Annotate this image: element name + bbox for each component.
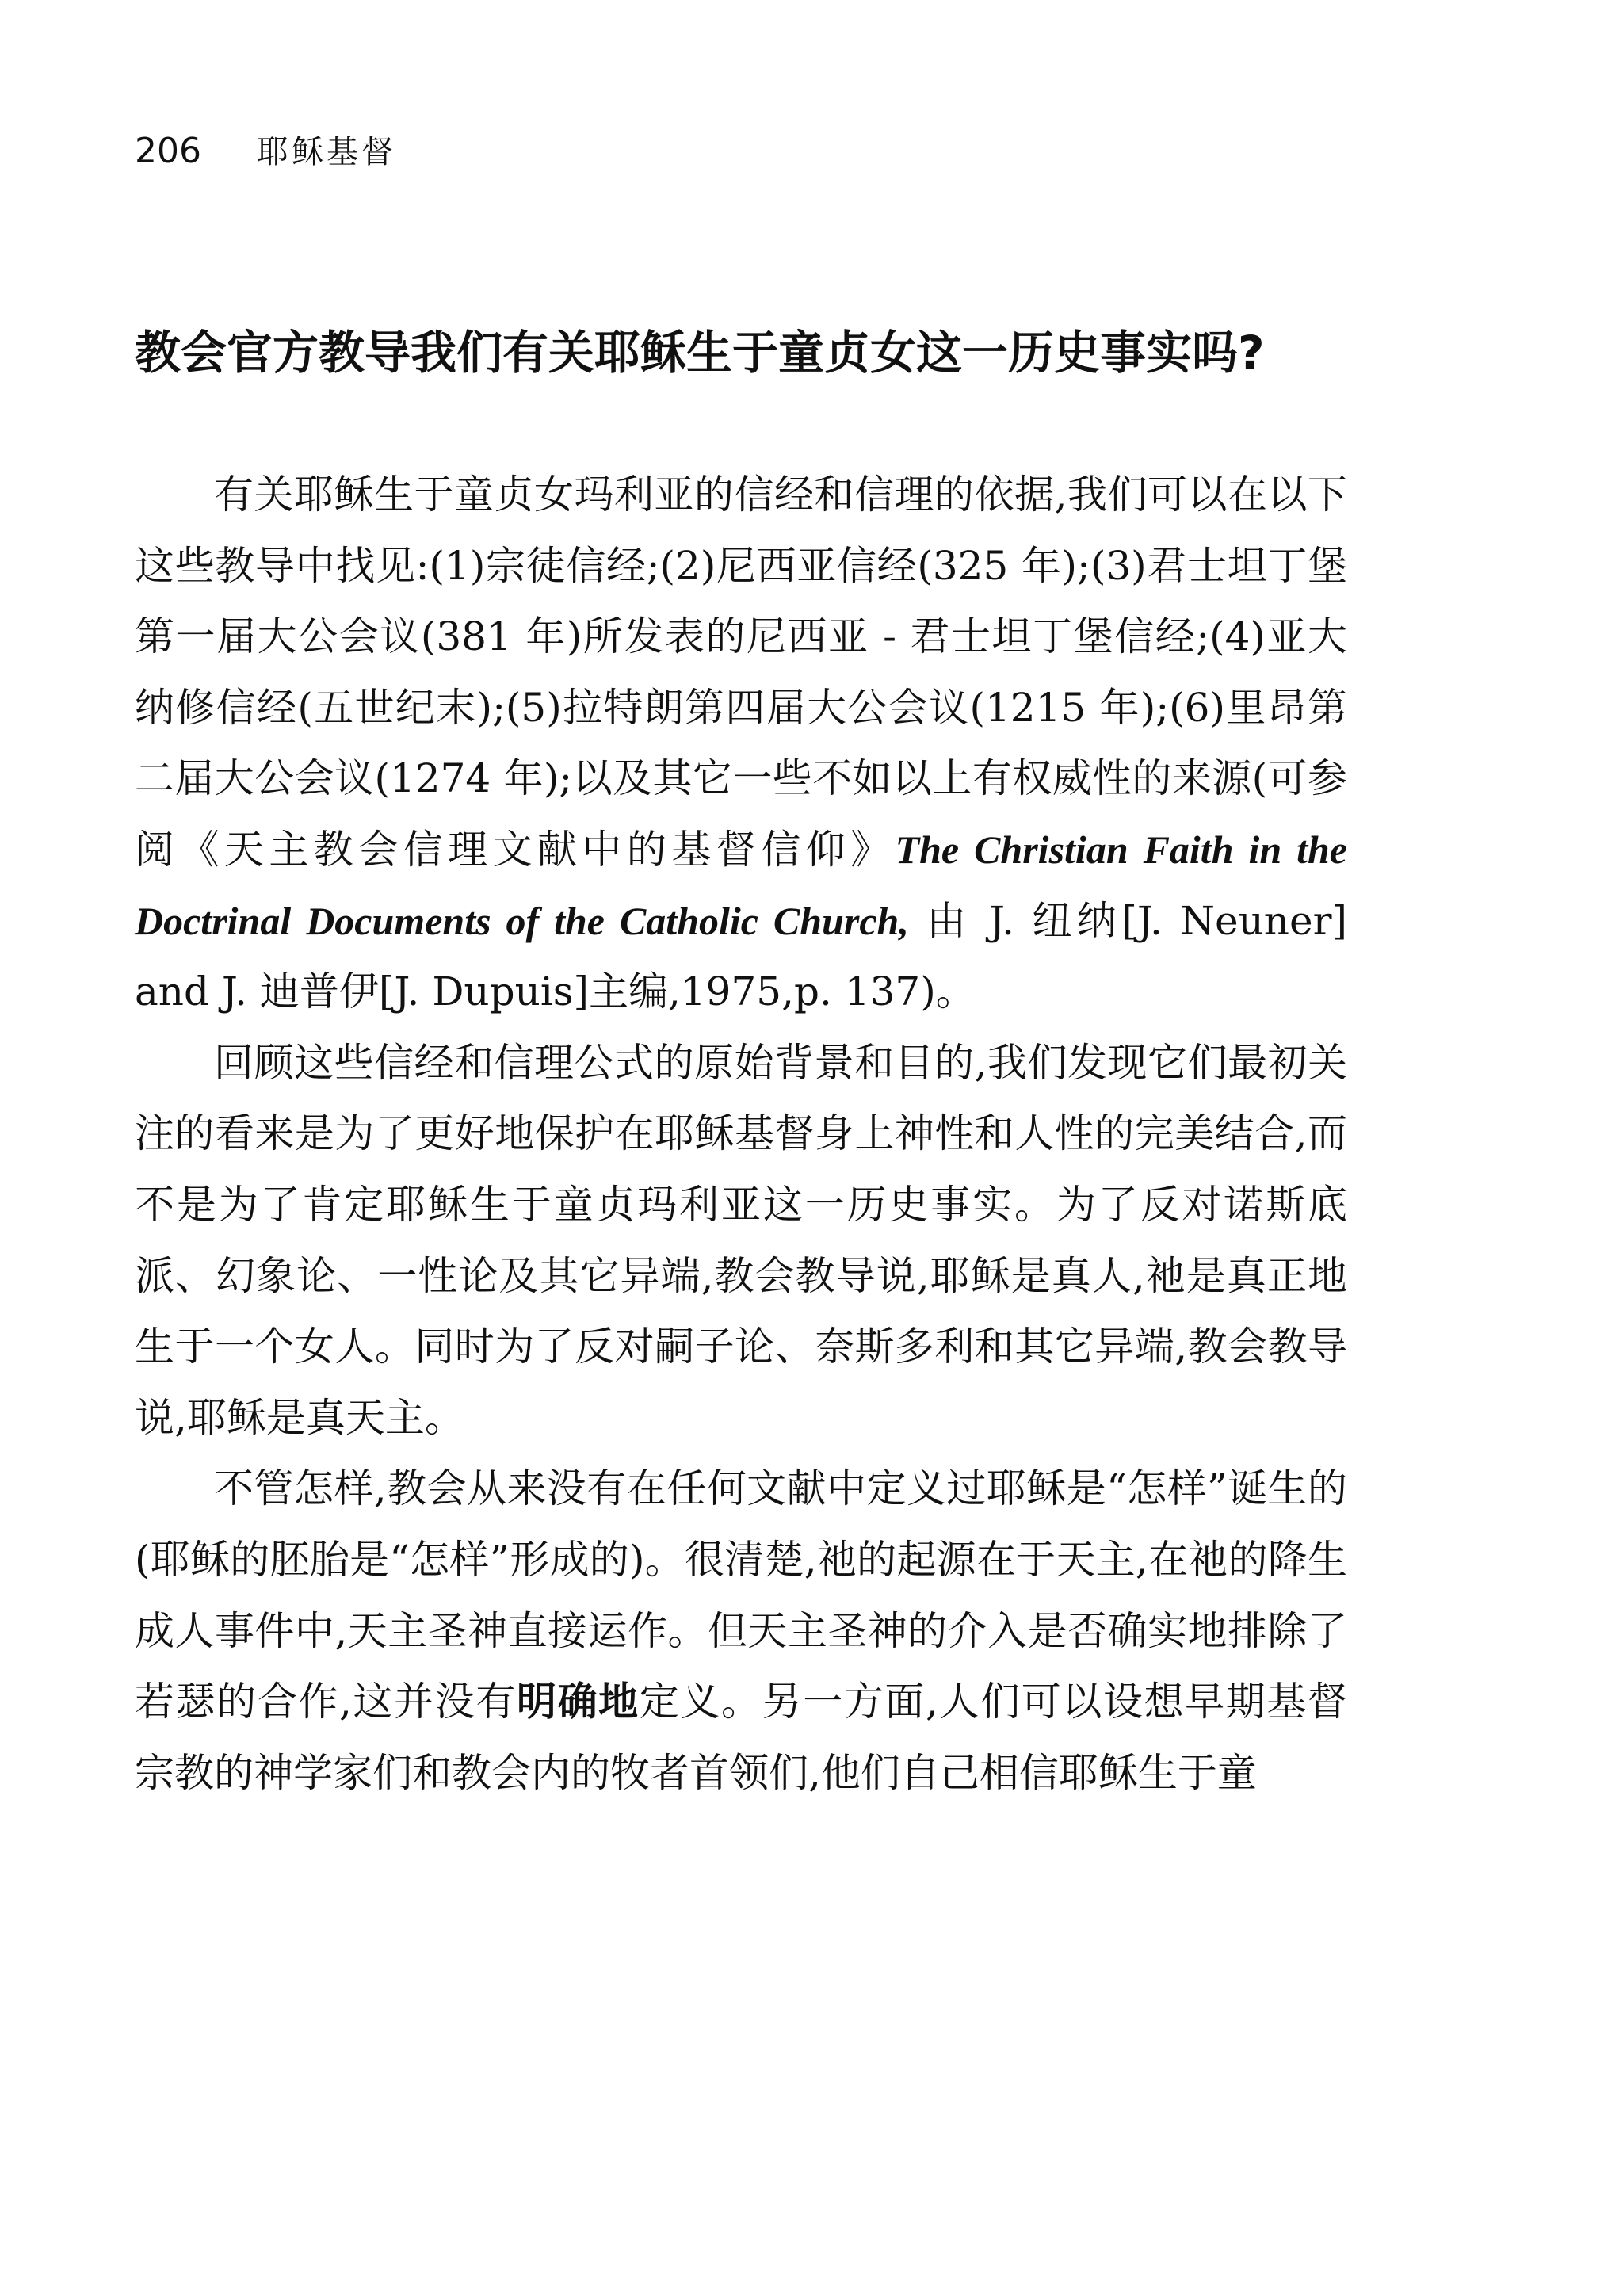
paragraph-creeds [135,460,1347,1028]
paragraph-text: 不管怎样,教会从来没有在任何文献中定义过耶稣是“怎样”诞生的(耶稣的胚胎是“怎样”形成的)。很清楚,祂的起源在于天主,在祂的降生成人事件中,天主圣神直接运作。但天主圣神的介入是否确实地排除了若瑟的合作,这并没有 [135,1465,1347,1725]
running-title: 耶稣基督 [256,134,396,170]
english-book-title: The Christian Faith in the Doctrinal Documents of the Catholic Church, [135,827,1347,943]
running-head [135,127,396,182]
paragraph-text: 有关耶稣生于童贞女玛利亚的信经和信理的依据,我们可以在以下这些教导中找见:(1)宗徒信经;(2)尼西亚信经(325 年);(3)君士坦丁堡第一届大公会议(381 年)所发表的尼西亚 - 君士坦丁堡信经;(4)亚大纳修信经(五世纪末);(5)拉特朗第四届大公会议(1215 年);(6)里昂第二届大公会议(1274 年);以及其它一些不如以上有权威性的来源(可参阅《天主教会信理文献中的基督信仰》 [135,472,1347,873]
page-number: 206 [135,131,201,171]
body-text [135,460,1347,1809]
paragraph-text: 定义。另一方面,人们可以设想早期基督宗教的神学家们和教会内的牧者首领们,他们自己相信耶稣生于童 [135,1679,1347,1796]
paragraph-background: 回顾这些信经和信理公式的原始背景和目的,我们发现它们最初关注的看来是为了更好地保护在耶稣基督身上神性和人性的完美结合,而不是为了肯定耶稣生于童贞玛利亚这一历史事实。为了反对诺斯底派、幻象论、一性论及其它异端,教会教导说,耶稣是真人,祂是真正地生于一个女人。同时为了反对嗣子论、奈斯多利和其它异端,教会教导说,耶稣是真天主。 [135,1039,1347,1441]
emphasis-text: 明确地 [516,1679,640,1725]
question-heading: 教会官方教导我们有关耶稣生于童贞女这一历史事实吗? [135,326,1265,380]
paragraph-text: 由 J. 纽纳[J. Neuner] and J. 迪普伊[J. Dupuis]主编,1975,p. 137)。 [135,897,1347,1015]
paragraph-definition [135,1454,1347,1809]
